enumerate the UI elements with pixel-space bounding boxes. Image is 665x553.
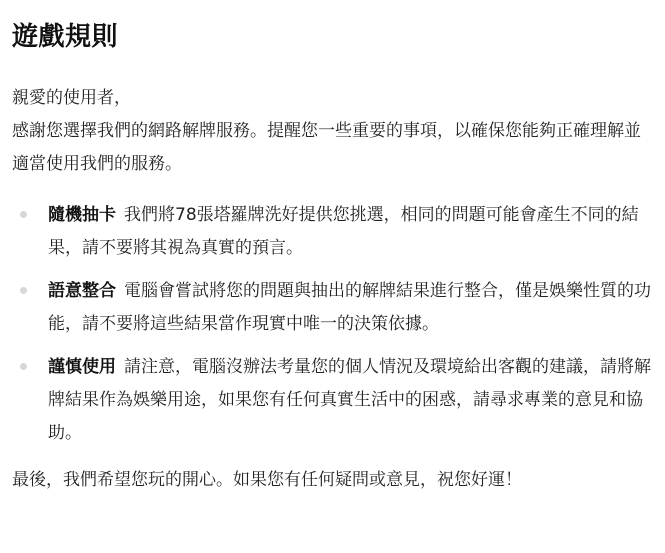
rules-list [12, 199, 653, 450]
bullet-icon [20, 211, 27, 218]
rule-text: 我們將78張塔羅牌洗好提供您挑選，相同的問題可能會產生不同的結果，請不要將其視為真實的預言。 [48, 205, 639, 258]
rule-title: 語意整合 [48, 281, 116, 301]
rule-text: 電腦會嘗試將您的問題與抽出的解牌結果進行整合，僅是娛樂性質的功能，請不要將這些結果當作現實中唯一的決策依據。 [48, 281, 651, 334]
intro-body: 感謝您選擇我們的網路解牌服務。提醒您一些重要的事項，以確保您能夠正確理解並適當使用我們的服務。 [12, 121, 641, 174]
page-title: 遊戲規則 [12, 22, 119, 52]
rule-item-semantic-integration [12, 275, 653, 341]
rule-title: 謹慎使用 [48, 357, 116, 377]
intro-section [12, 82, 653, 181]
rule-title: 隨機抽卡 [48, 205, 116, 225]
rule-item-random-draw [12, 199, 653, 265]
closing-message: 最後，我們希望您玩的開心。如果您有任何疑問或意見，祝您好運！ [12, 470, 522, 490]
bullet-icon [20, 363, 27, 370]
bullet-icon [20, 287, 27, 294]
rule-text: 請注意，電腦沒辦法考量您的個人情況及環境給出客觀的建議，請將解牌結果作為娛樂用途，如果您有任何真實生活中的困惑，請尋求專業的意見和協助。 [48, 357, 651, 443]
rule-item-careful-use [12, 351, 653, 450]
intro-greeting: 親愛的使用者， [12, 88, 131, 108]
